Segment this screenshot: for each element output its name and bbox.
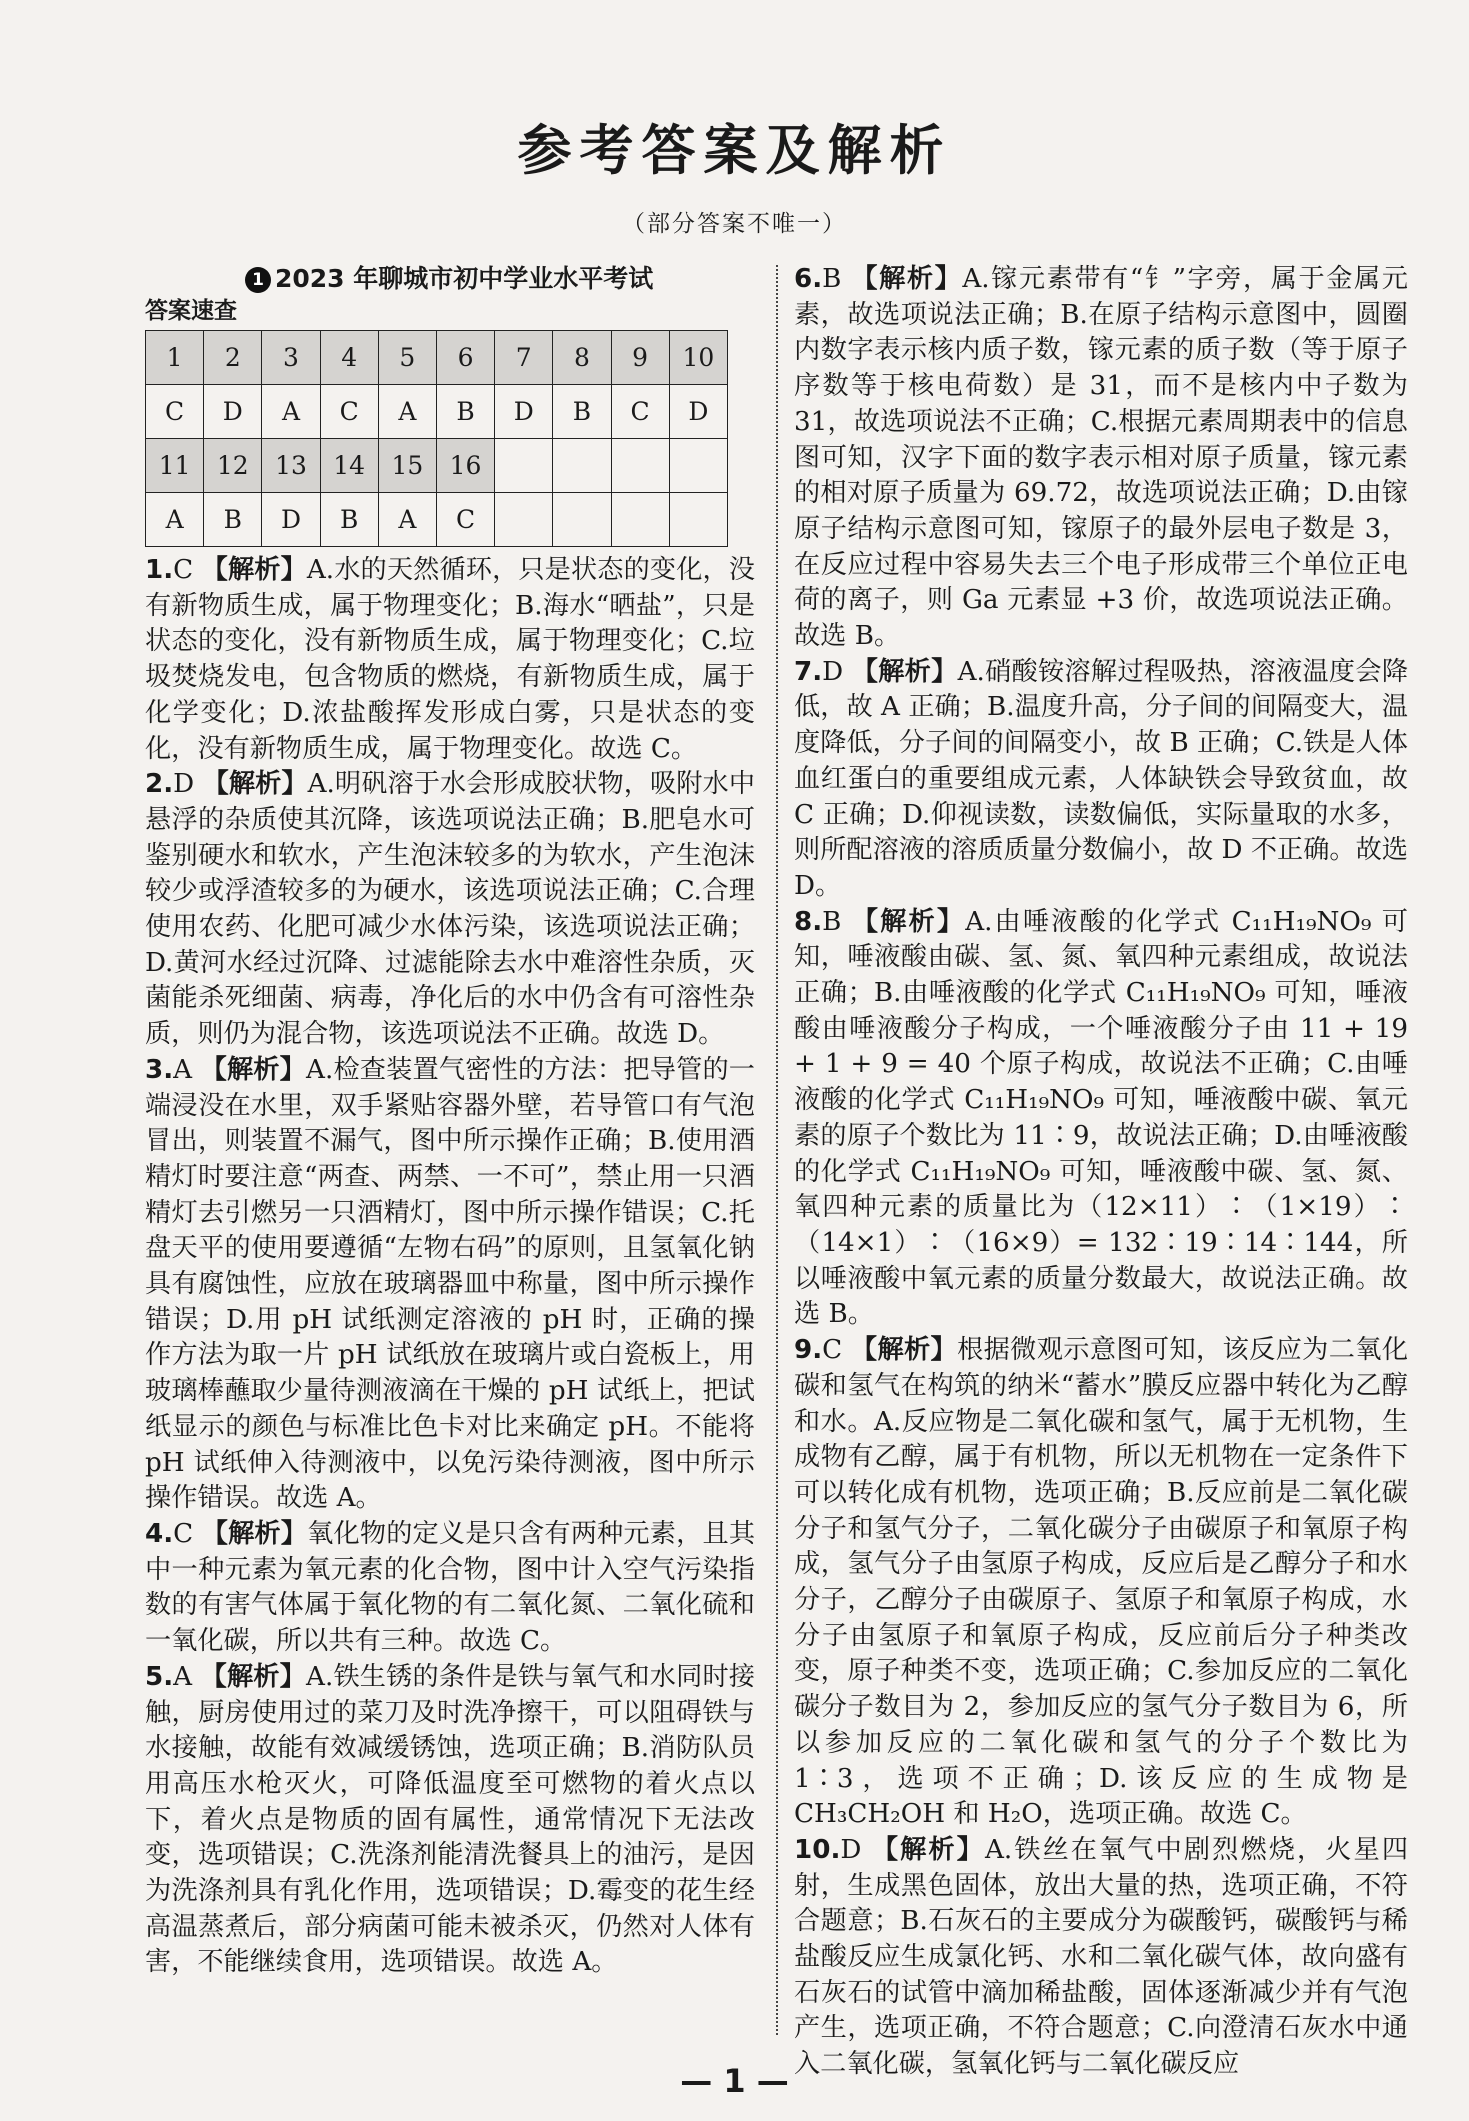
explanation-text: A.铁生锈的条件是铁与氧气和水同时接触，厨房使用过的菜刀及时洗净擦干，可以阻碍铁与水接触，故能有效减缓锈蚀，选项正确；B.消防队员用高压水枪灭火，可降低温度至可燃物的着火点以下，着火点是物质的固有属性，通常情况下无法改变，选项错误；C.洗涤剂能清洗餐具上的油污，是因为洗涤剂具有乳化作用，选项错误；D.霉变的花生经高温蒸煮后，部分病菌可能未被杀灭，仍然对人体有害，不能继续食用，选项错误。故选 A。 bbox=[145, 1661, 755, 1978]
question-number-cell: 7 bbox=[495, 331, 553, 385]
question-number: 5. bbox=[145, 1661, 174, 1692]
question-explanation bbox=[145, 553, 755, 767]
explanation-text: 氧化物的定义是只含有两种元素，且其中一种元素为氧元素的化合物，图中计入空气污染指数的有害气体属于氧化物的有二氧化氮、二氧化硫和一氧化碳，所以共有三种。故选 C。 bbox=[145, 1518, 756, 1657]
question-number: 7. bbox=[794, 656, 823, 687]
question-number-cell: 10 bbox=[669, 331, 727, 385]
analysis-tag: 【解析】 bbox=[851, 656, 958, 687]
answer-cell: A bbox=[378, 493, 436, 547]
question-number-cell: 14 bbox=[320, 439, 378, 493]
question-answer: D bbox=[173, 769, 195, 800]
answer-cell: B bbox=[204, 493, 262, 547]
explanation-text: A.明矾溶于水会形成胶状物，吸附水中悬浮的杂质使其沉降，该选项说法正确；B.肥皂水可鉴别硬水和软水，产生泡沫较多的为软水，产生泡沫较少或浮渣较多的为硬水，该选项说法正确；C.合理使用农药、化肥可减少水体污染，该选项说法正确；D.黄河水经过沉降、过滤能除去水中难溶性杂质，灭菌能杀死细菌、病毒，净化后的水中仍含有可溶性杂质，则仍为混合物，该选项说法不正确。故选 D。 bbox=[145, 769, 756, 1050]
analysis-tag: 【解析】 bbox=[851, 264, 963, 294]
answer-table-number-row bbox=[146, 439, 728, 493]
answer-cell bbox=[553, 493, 611, 547]
question-number-cell: 15 bbox=[378, 439, 436, 493]
question-answer: B bbox=[822, 906, 842, 937]
question-explanation bbox=[794, 262, 1408, 655]
answer-cell: C bbox=[436, 493, 494, 547]
question-explanation bbox=[794, 905, 1408, 1333]
question-answer: A bbox=[173, 1661, 193, 1692]
answer-cell: D bbox=[204, 385, 262, 439]
explanation-text: A.由唾液酸的化学式 C₁₁H₁₉NO₉ 可知，唾液酸由碳、氢、氮、氧四种元素组成，故说法正确；B.由唾液酸的化学式 C₁₁H₁₉NO₉ 可知，唾液酸由唾液酸分子构成，一个唾液酸分子由 11 + 19 + 1 + 9 = 40 个原子构成，故说法不正确；C.由唾液酸的化学式 C₁₁H₁₉NO₉ 可知，唾液酸中碳、氧元素的原子个数比为 11∶9，故说法正确；D.由唾液酸的化学式 C₁₁H₁₉NO₉ 可知，唾液酸中碳、氢、氮、氧四种元素的质量比为（12×11）∶（1×19）∶（14×1）∶（16×9）= 132∶19∶14∶144，所以唾液酸中氧元素的质量分数最大，故说法正确。故选 B。 bbox=[794, 906, 1408, 1330]
question-number-cell: 9 bbox=[611, 331, 669, 385]
question-answer: C bbox=[173, 555, 194, 585]
question-number: 1. bbox=[145, 555, 174, 585]
answer-cell: A bbox=[262, 385, 320, 439]
question-answer: B bbox=[822, 264, 842, 294]
analysis-tag: 【解析】 bbox=[201, 1518, 308, 1549]
question-number-cell: 5 bbox=[378, 331, 436, 385]
right-column bbox=[794, 262, 1408, 2083]
answer-cell: D bbox=[262, 493, 320, 547]
answer-table bbox=[145, 330, 728, 547]
explanation-text: 根据微观示意图可知，该反应为二氧化碳和氢气在构筑的纳米“蓄水”膜反应器中转化为乙醇和水。A.反应物是二氧化碳和氢气，属于无机物，生成物有乙醇，属于有机物，所以无机物在一定条件下可以转化成有机物，选项正确；B.反应前是二氧化碳分子和氢气分子，二氧化碳分子由碳原子和氧原子构成，氢气分子由氢原子构成，反应后是乙醇分子和水分子，乙醇分子由碳原子、氢原子和氧原子构成，水分子由氢原子和氧原子构成，反应前后分子种类改变，原子种类不变，选项正确；C.参加反应的二氧化碳分子数目为 2，参加反应的氢气分子数目为 6，所以参加反应的二氧化碳和氢气的分子个数比为 1∶3，选项不正确；D.该反应的生成物是 CH₃CH₂OH 和 H₂O，选项正确。故选 C。 bbox=[794, 1335, 1409, 1830]
section-number-badge: 1 bbox=[245, 267, 271, 293]
column-divider bbox=[776, 265, 778, 2035]
question-answer: D bbox=[840, 1834, 862, 1865]
question-number-cell bbox=[495, 439, 553, 493]
question-number: 9. bbox=[794, 1335, 823, 1366]
answer-cell: A bbox=[146, 493, 204, 547]
answer-cell: B bbox=[320, 493, 378, 547]
analysis-tag: 【解析】 bbox=[202, 769, 308, 800]
question-number-cell: 3 bbox=[262, 331, 320, 385]
answer-cell: D bbox=[669, 385, 727, 439]
answer-cell: C bbox=[320, 385, 378, 439]
left-column bbox=[145, 262, 755, 1981]
answer-table-number-row bbox=[146, 331, 728, 385]
explanation-text: A.硝酸铵溶解过程吸热，溶液温度会降低，故 A 正确；B.温度升高，分子间的间隔变大，温度降低，分子间的间隔变小，故 B 正确；C.铁是人体血红蛋白的重要组成元素，人体缺铁会导致贫血，故 C 正确；D.仰视读数，读数偏低，实际量取的水多，则所配溶液的溶质质量分数偏小，故 D 不正确。故选 D。 bbox=[794, 656, 1409, 901]
question-number-cell: 8 bbox=[553, 331, 611, 385]
answer-cell: D bbox=[495, 385, 553, 439]
explanation-text: A.水的天然循环，只是状态的变化，没有新物质生成，属于物理变化；B.海水“晒盐”，只是状态的变化，没有新物质生成，属于物理变化；C.垃圾焚烧发电，包含物质的燃烧，有新物质生成，属于化学变化；D.浓盐酸挥发形成白雾，只是状态的变化，没有新物质生成，属于物理变化。故选 C。 bbox=[145, 555, 755, 764]
question-explanation bbox=[794, 1833, 1408, 2083]
question-explanation bbox=[145, 1517, 755, 1660]
answer-cell bbox=[495, 493, 553, 547]
answer-table-answer-row bbox=[146, 385, 728, 439]
answer-table-answer-row bbox=[146, 493, 728, 547]
page-number: — 1 — bbox=[680, 2062, 789, 2100]
answer-cell: B bbox=[436, 385, 494, 439]
answer-cell: C bbox=[611, 385, 669, 439]
answer-cell: A bbox=[378, 385, 436, 439]
question-explanation bbox=[145, 1053, 755, 1517]
answer-cell bbox=[669, 493, 727, 547]
question-explanation bbox=[145, 767, 755, 1053]
question-answer: C bbox=[822, 1335, 843, 1366]
left-explanations bbox=[145, 553, 755, 1981]
analysis-tag: 【解析】 bbox=[871, 1834, 985, 1865]
page-subtitle: （部分答案不唯一） bbox=[622, 211, 847, 237]
question-number: 10. bbox=[794, 1834, 841, 1865]
question-number-cell: 13 bbox=[262, 439, 320, 493]
section-heading bbox=[245, 262, 755, 296]
question-number-cell: 11 bbox=[146, 439, 204, 493]
question-number-cell bbox=[611, 439, 669, 493]
question-number-cell bbox=[669, 439, 727, 493]
analysis-tag: 【解析】 bbox=[851, 906, 966, 937]
question-answer: D bbox=[822, 656, 844, 687]
question-number: 2. bbox=[145, 769, 174, 800]
question-number: 8. bbox=[794, 906, 823, 937]
question-explanation bbox=[145, 1660, 755, 1981]
question-number: 6. bbox=[794, 264, 823, 294]
explanation-text: A.检查装置气密性的方法：把导管的一端浸没在水里，双手紧贴容器外壁，若导管口有气泡冒出，则装置不漏气，图中所示操作正确；B.使用酒精灯时要注意“两查、两禁、一不可”，禁止用一只酒精灯去引燃另一只酒精灯，图中所示操作错误；C.托盘天平的使用要遵循“左物右码”的原则，且氢氧化钠具有腐蚀性，应放在玻璃器皿中称量，图中所示操作错误；D.用 pH 试纸测定溶液的 pH 时，正确的操作方法为取一片 pH 试纸放在玻璃片或白瓷板上，用玻璃棒蘸取少量待测液滴在干燥的 pH 试纸上，把试纸显示的颜色与标准比色卡对比来确定 pH。不能将 pH 试纸伸入待测液中，以免污染待测液，图中所示操作错误。故选 A。 bbox=[145, 1054, 755, 1514]
analysis-tag: 【解析】 bbox=[201, 555, 307, 585]
section-title: 2023 年聊城市初中学业水平考试 bbox=[275, 264, 654, 293]
question-number-cell bbox=[553, 439, 611, 493]
quick-answer-label: 答案速查 bbox=[145, 298, 237, 324]
question-explanation bbox=[794, 1333, 1408, 1833]
answer-cell: C bbox=[146, 385, 204, 439]
answer-cell: B bbox=[553, 385, 611, 439]
explanation-text: A.铁丝在氧气中剧烈燃烧，火星四射，生成黑色固体，放出大量的热，选项正确，不符合题意；B.石灰石的主要成分为碳酸钙，碳酸钙与稀盐酸反应生成氯化钙、水和二氧化碳气体，故向盛有石灰石的试管中滴加稀盐酸，固体逐渐减少并有气泡产生，选项正确，不符合题意；C.向澄清石灰水中通入二氧化碳，氢氧化钙与二氧化碳反应 bbox=[794, 1834, 1409, 2080]
question-number-cell: 2 bbox=[204, 331, 262, 385]
page-title: 参考答案及解析 bbox=[517, 119, 952, 182]
analysis-tag: 【解析】 bbox=[850, 1335, 958, 1366]
answer-cell bbox=[611, 493, 669, 547]
question-number: 3. bbox=[145, 1054, 174, 1085]
analysis-tag: 【解析】 bbox=[200, 1054, 307, 1085]
question-explanation bbox=[794, 655, 1408, 905]
question-number-cell: 16 bbox=[436, 439, 494, 493]
right-explanations bbox=[794, 262, 1408, 2083]
question-number-cell: 4 bbox=[320, 331, 378, 385]
explanation-text: A.镓元素带有“钅”字旁，属于金属元素，故选项说法正确；B.在原子结构示意图中，圆圈内数字表示核内质子数，镓元素的质子数（等于原子序数等于核电荷数）是 31，而不是核内中子数为 31，故选项说法不正确；C.根据元素周期表中的信息图可知，汉字下面的数字表示相对原子质量，镓元素的相对原子质量为 69.72，故选项说法正确；D.由镓原子结构示意图可知，镓原子的最外层电子数是 3，在反应过程中容易失去三个电子形成带三个单位正电荷的离子，则 Ga 元素显 +3 价，故选项说法正确。故选 B。 bbox=[794, 264, 1408, 652]
question-answer: A bbox=[173, 1054, 193, 1085]
question-number-cell: 6 bbox=[436, 331, 494, 385]
question-answer: C bbox=[173, 1518, 194, 1549]
question-number: 4. bbox=[145, 1518, 174, 1549]
question-number-cell: 12 bbox=[204, 439, 262, 493]
analysis-tag: 【解析】 bbox=[200, 1661, 307, 1692]
question-number-cell: 1 bbox=[146, 331, 204, 385]
